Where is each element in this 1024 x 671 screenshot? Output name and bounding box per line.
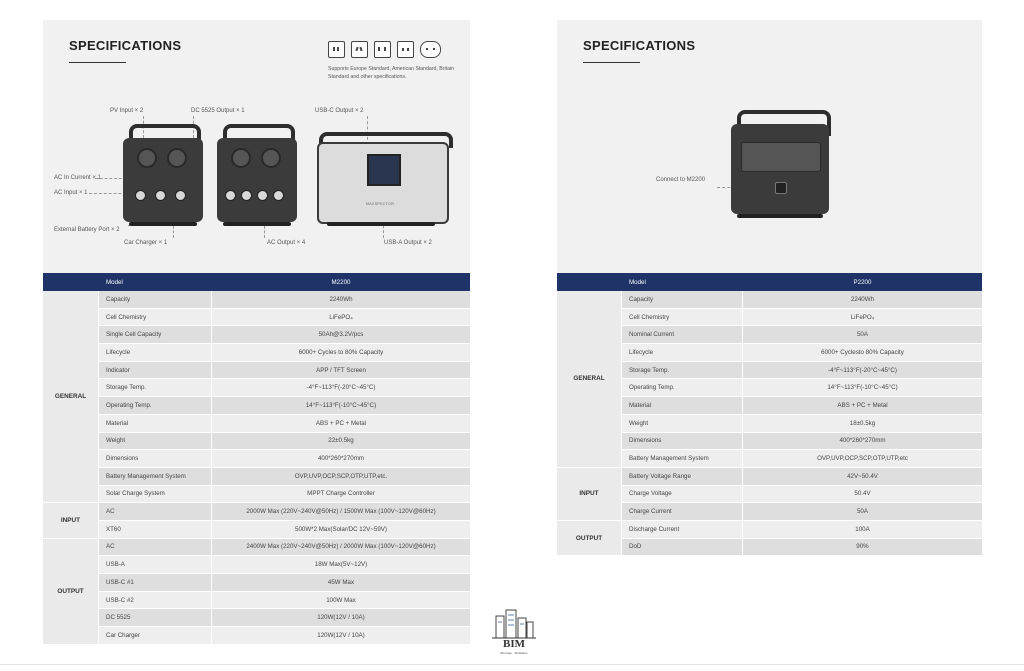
row-label: Capacity — [99, 291, 212, 309]
row-value: 100W Max — [212, 592, 470, 610]
row-label: Weight — [622, 415, 743, 433]
port-icon — [257, 190, 268, 201]
row-value: 100A — [743, 521, 982, 539]
row-label: Storage Temp. — [622, 362, 743, 380]
logo-text: BIM — [503, 638, 525, 650]
table-row — [43, 503, 470, 521]
page-title: SPECIFICATIONS — [69, 38, 182, 53]
callout-pv-input: PV Input × 2 — [110, 108, 144, 114]
row-label: Dimensions — [622, 433, 743, 451]
header-spacer — [43, 273, 99, 291]
row-value: -4°F~113°F(-20°C~45°C) — [212, 379, 470, 397]
row-label: Material — [99, 415, 212, 433]
port-icon — [135, 190, 146, 201]
row-value: 22±0.5kg — [212, 433, 470, 451]
plug-standard-icons — [328, 41, 441, 58]
row-value: 42V~50.4V — [743, 468, 982, 486]
row-label: XT60 — [99, 521, 212, 539]
table-row — [557, 521, 982, 539]
row-value: 18±0.5kg — [743, 415, 982, 433]
fan-icon — [231, 148, 251, 168]
fan-icon — [137, 148, 157, 168]
row-value: APP / TFT Screen — [212, 362, 470, 380]
row-label: Cell Chemistry — [622, 309, 743, 327]
row-label: Charge Voltage — [622, 486, 743, 504]
row-label: Battery Voltage Range — [622, 468, 743, 486]
row-label: USB-C #2 — [99, 592, 212, 610]
page-bottom-divider — [0, 664, 1024, 665]
table-row — [43, 556, 470, 574]
vent-grille — [741, 142, 821, 172]
row-label: Weight — [99, 433, 212, 451]
table-row — [43, 609, 470, 627]
device-feet — [737, 214, 823, 218]
group-label: GENERAL — [43, 291, 99, 503]
c13-plug-icon — [420, 41, 441, 58]
left-spec-panel — [43, 20, 470, 639]
table-row — [43, 326, 470, 344]
row-label: Storage Temp. — [99, 379, 212, 397]
row-label: Capacity — [622, 291, 743, 309]
header-model-label: Model — [99, 273, 212, 291]
row-label: AC — [99, 539, 212, 557]
row-value: 400*260*270mm — [743, 433, 982, 451]
m2200-side-image — [317, 142, 449, 224]
callout-usbc-output: USB-C Output × 2 — [315, 108, 364, 114]
row-value: 50A — [743, 326, 982, 344]
row-label: DoD — [622, 539, 743, 557]
row-value: 90% — [743, 539, 982, 557]
table-row — [43, 362, 470, 380]
title-underline — [583, 62, 640, 63]
row-value: 120W(12V / 10A) — [212, 627, 470, 645]
p2200-spec-table — [557, 273, 982, 556]
australia-plug-icon — [397, 41, 414, 58]
row-value: MPPT Charge Controller — [212, 486, 470, 504]
port-icon — [225, 190, 236, 201]
port-icon — [175, 190, 186, 201]
table-row — [43, 450, 470, 468]
row-value: 50Ah@3.2V/pcs — [212, 326, 470, 344]
row-label: USB-A — [99, 556, 212, 574]
row-value: -4°F~113°F(-20°C~45°C) — [743, 362, 982, 380]
row-value: LiFePO₄ — [212, 309, 470, 327]
header-spacer — [557, 273, 622, 291]
table-row — [43, 627, 470, 645]
bim-logo — [490, 606, 538, 658]
table-row — [43, 486, 470, 504]
table-row — [43, 539, 470, 557]
row-label: Material — [622, 397, 743, 415]
table-row — [43, 433, 470, 451]
row-value: OVP,UVP,OCP,SCP,OTP,UTP,etc. — [212, 468, 470, 486]
device-feet — [223, 222, 291, 226]
table-row — [43, 379, 470, 397]
row-label: Lifecycle — [622, 344, 743, 362]
port-icon — [155, 190, 166, 201]
fan-icon — [261, 148, 281, 168]
m2200-front-image — [217, 138, 297, 222]
row-value: 500W*2 Max(Solar/DC 12V~59V) — [212, 521, 470, 539]
table-row — [43, 574, 470, 592]
row-value: 45W Max — [212, 574, 470, 592]
row-label: AC — [99, 503, 212, 521]
port-icon — [273, 190, 284, 201]
america-plug-icon — [351, 41, 368, 58]
callout-external-battery: External Battery Port × 2 — [54, 227, 120, 233]
callout-dc5525-output: DC 5525 Output × 1 — [191, 108, 245, 114]
row-value: 2240Wh — [743, 291, 982, 309]
row-value: 2400W Max (220V~240V@50Hz) / 2000W Max (100V~120V@60Hz) — [212, 539, 470, 557]
table-row — [43, 309, 470, 327]
building-icon — [490, 606, 538, 640]
row-value: 6000+ Cyclesto 80% Capacity — [743, 344, 982, 362]
header-model-value: P2200 — [743, 273, 982, 291]
row-value: 50.4V — [743, 486, 982, 504]
group-label: INPUT — [557, 468, 622, 521]
group-label: OUTPUT — [43, 539, 99, 645]
title-underline — [69, 62, 126, 63]
page-title: SPECIFICATIONS — [583, 38, 696, 53]
callout-ac-input: AC Input × 1 — [54, 190, 88, 196]
header-model-label: Model — [622, 273, 743, 291]
row-value: 400*260*270mm — [212, 450, 470, 468]
table-row — [557, 291, 982, 309]
group-label: OUTPUT — [557, 521, 622, 556]
row-label: Single Cell Capacity — [99, 326, 212, 344]
standards-note: Supports Europe Standard, American Standard, Britain Standard and other specifications. — [328, 66, 455, 80]
row-value: ABS + PC + Metal — [743, 397, 982, 415]
group-label: INPUT — [43, 503, 99, 538]
row-label: USB-C #1 — [99, 574, 212, 592]
row-label: Discharge Current — [622, 521, 743, 539]
table-header — [43, 273, 470, 291]
row-label: Operating Temp. — [622, 379, 743, 397]
callout-ac-in-current: AC In Current × 1 — [54, 175, 101, 181]
row-label: Lifecycle — [99, 344, 212, 362]
row-label: Battery Management System — [622, 450, 743, 468]
britain-plug-icon — [374, 41, 391, 58]
row-value: 14°F~113°F(-10°C~45°C) — [212, 397, 470, 415]
group-label: GENERAL — [557, 291, 622, 468]
p2200-image — [731, 124, 829, 214]
table-row — [43, 592, 470, 610]
callout-car-charger: Car Charger × 1 — [124, 240, 168, 246]
tft-screen — [367, 154, 401, 186]
table-row — [43, 415, 470, 433]
row-label: Indicator — [99, 362, 212, 380]
row-label: Nominal Current — [622, 326, 743, 344]
row-label: Battery Management System — [99, 468, 212, 486]
row-value: ABS + PC + Metal — [212, 415, 470, 433]
europe-plug-icon — [328, 41, 345, 58]
brand-label: MAXSPECTOR — [366, 202, 395, 206]
fan-icon — [167, 148, 187, 168]
row-label: Solar Charge System — [99, 486, 212, 504]
row-value: OVP,UVP,OCP,SCP,OTP,UTP,etc — [743, 450, 982, 468]
table-row — [43, 521, 470, 539]
table-row — [43, 468, 470, 486]
device-feet — [327, 222, 435, 226]
callout-usba-output: USB-A Output × 2 — [384, 240, 432, 246]
row-value: 2240Wh — [212, 291, 470, 309]
table-row — [43, 344, 470, 362]
row-label: Cell Chemistry — [99, 309, 212, 327]
row-label: DC 5525 — [99, 609, 212, 627]
row-value: 50A — [743, 503, 982, 521]
port-icon — [241, 190, 252, 201]
m2200-spec-table — [43, 273, 470, 645]
right-spec-panel — [557, 20, 982, 551]
device-feet — [129, 222, 197, 226]
logo-subtitle: Bricolaje · Mobiliario — [500, 651, 528, 655]
row-value: 14°F~113°F(-10°C~45°C) — [743, 379, 982, 397]
row-value: 2000W Max (220V~240V@50Hz) / 1500W Max (100V~120V@60Hz) — [212, 503, 470, 521]
table-header — [557, 273, 982, 291]
table-row — [43, 397, 470, 415]
table-row — [557, 468, 982, 486]
row-value: 120W(12V / 10A) — [212, 609, 470, 627]
connector-port-icon — [775, 182, 787, 194]
row-label: Dimensions — [99, 450, 212, 468]
table-row — [43, 291, 470, 309]
row-label: Charge Current — [622, 503, 743, 521]
row-label: Operating Temp. — [99, 397, 212, 415]
callout-ac-output: AC Output × 4 — [267, 240, 306, 246]
header-model-value: M2200 — [212, 273, 470, 291]
row-value: LiFePO₄ — [743, 309, 982, 327]
row-value: 18W Max(5V~12V) — [212, 556, 470, 574]
m2200-back-image — [123, 138, 203, 222]
row-value: 6000+ Cycles to 80% Capacity — [212, 344, 470, 362]
row-label: Car Charger — [99, 627, 212, 645]
callout-connect-m2200: Connect to M2200 — [656, 177, 706, 183]
